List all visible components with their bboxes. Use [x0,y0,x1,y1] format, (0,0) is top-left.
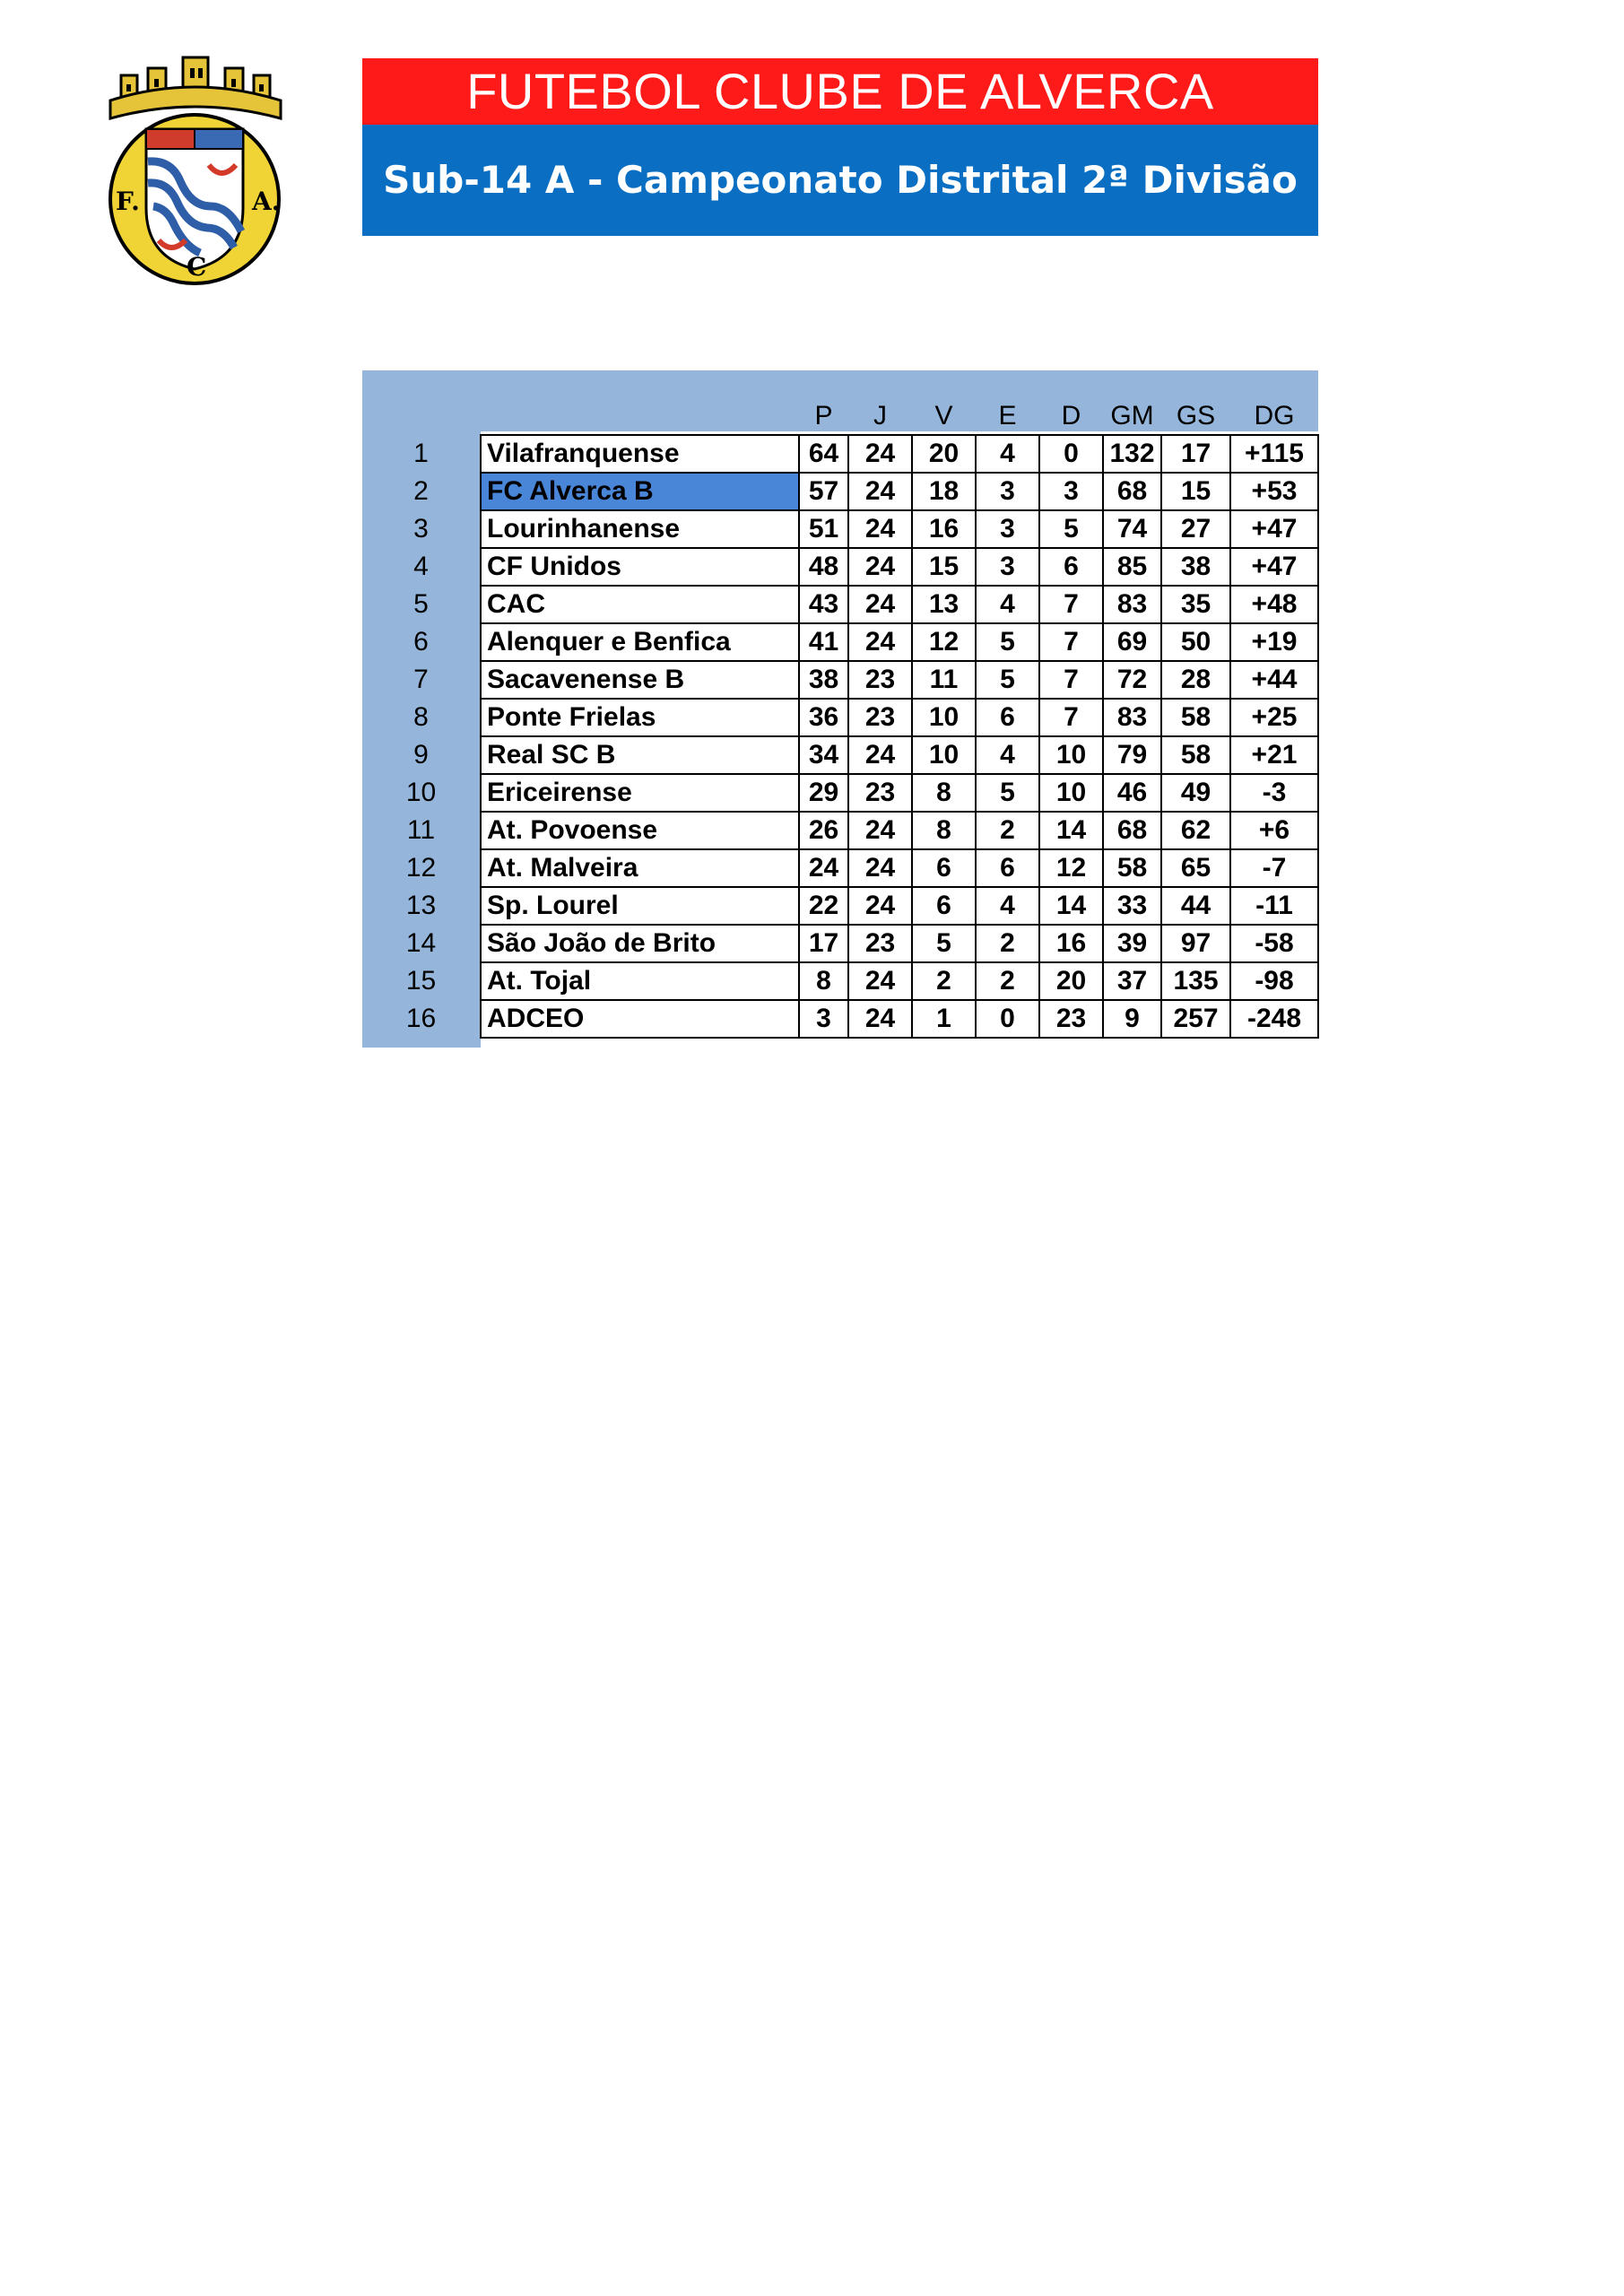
team-name-cell: At. Povoense [481,812,799,849]
goals-for-cell: 39 [1103,925,1161,962]
goals-for-cell: 85 [1103,548,1161,586]
played-cell: 24 [848,510,912,548]
rank-cell: 8 [413,702,429,732]
points-cell: 43 [799,586,848,623]
draws-cell: 4 [976,435,1039,473]
losses-cell: 10 [1039,774,1103,812]
goals-against-cell: 58 [1161,699,1230,736]
goals-for-cell: 68 [1103,812,1161,849]
team-name-cell: CAC [481,586,799,623]
team-name-cell: Ericeirense [481,774,799,812]
wins-cell: 13 [912,586,976,623]
played-cell: 23 [848,774,912,812]
losses-cell: 14 [1039,887,1103,925]
losses-cell: 5 [1039,510,1103,548]
team-name-cell: FC Alverca B [481,473,799,510]
points-cell: 51 [799,510,848,548]
team-name-cell: Ponte Frielas [481,699,799,736]
wins-cell: 12 [912,623,976,661]
goal-difference-cell: +47 [1230,510,1318,548]
wins-cell: 10 [912,736,976,774]
table-row [362,736,1318,774]
goal-difference-cell: -3 [1230,774,1318,812]
goals-for-cell: 69 [1103,623,1161,661]
column-header-goals-against: GS [1176,401,1216,430]
goals-for-cell: 79 [1103,736,1161,774]
wins-cell: 16 [912,510,976,548]
goals-against-cell: 28 [1161,661,1230,699]
goals-for-cell: 37 [1103,962,1161,1000]
team-name-cell: São João de Brito [481,925,799,962]
team-name-cell: ADCEO [481,1000,799,1038]
team-name-cell: Lourinhanense [481,510,799,548]
team-name-cell: Sacavenense B [481,661,799,699]
rank-cell: 12 [405,853,437,883]
team-name-cell: Sp. Lourel [481,887,799,925]
goals-against-cell: 62 [1161,812,1230,849]
goals-against-cell: 38 [1161,548,1230,586]
column-header-goal-difference: DG [1254,401,1295,430]
losses-cell: 16 [1039,925,1103,962]
losses-cell: 7 [1039,699,1103,736]
table-row [362,435,1318,473]
played-cell: 24 [848,736,912,774]
played-cell: 24 [848,473,912,510]
rank-cell: 9 [413,740,429,770]
draws-cell: 5 [976,661,1039,699]
draws-cell: 6 [976,849,1039,887]
losses-cell: 0 [1039,435,1103,473]
points-cell: 22 [799,887,848,925]
goals-against-cell: 50 [1161,623,1230,661]
rank-cell: 5 [413,589,429,619]
table-row [362,473,1318,510]
team-name-cell: Alenquer e Benfica [481,623,799,661]
losses-cell: 3 [1039,473,1103,510]
goal-difference-cell: +53 [1230,473,1318,510]
rank-cell: 3 [413,514,429,544]
points-cell: 57 [799,473,848,510]
losses-cell: 20 [1039,962,1103,1000]
table-header-row [362,370,1318,435]
team-header [481,370,799,435]
draws-cell: 2 [976,962,1039,1000]
rank-cell: 7 [413,665,429,694]
column-header-losses: D [1061,401,1081,430]
table-row [362,510,1318,548]
wins-cell: 1 [912,1000,976,1038]
table-row [362,548,1318,586]
losses-cell: 12 [1039,849,1103,887]
rank-cell: 11 [406,815,436,845]
points-cell: 34 [799,736,848,774]
club-crest-icon [94,56,296,287]
draws-cell: 4 [976,736,1039,774]
points-cell: 3 [799,1000,848,1038]
goal-difference-cell: +44 [1230,661,1318,699]
wins-cell: 8 [912,774,976,812]
goal-difference-cell: -7 [1230,849,1318,887]
goal-difference-cell: -248 [1230,1000,1318,1038]
played-cell: 24 [848,962,912,1000]
played-cell: 24 [848,623,912,661]
draws-cell: 0 [976,1000,1039,1038]
table-row [362,925,1318,962]
played-cell: 24 [848,887,912,925]
goal-difference-cell: +6 [1230,812,1318,849]
points-cell: 17 [799,925,848,962]
wins-cell: 18 [912,473,976,510]
goals-for-cell: 83 [1103,699,1161,736]
draws-cell: 4 [976,586,1039,623]
goals-for-cell: 33 [1103,887,1161,925]
points-cell: 64 [799,435,848,473]
wins-cell: 2 [912,962,976,1000]
wins-cell: 11 [912,661,976,699]
table-row [362,962,1318,1000]
column-header-wins: V [934,401,953,430]
played-cell: 23 [848,925,912,962]
points-cell: 48 [799,548,848,586]
points-cell: 36 [799,699,848,736]
draws-cell: 3 [976,510,1039,548]
rank-cell: 6 [413,627,429,657]
losses-cell: 10 [1039,736,1103,774]
goal-difference-cell: -98 [1230,962,1318,1000]
played-cell: 23 [848,699,912,736]
team-name-cell: At. Malveira [481,849,799,887]
goals-against-cell: 49 [1161,774,1230,812]
column-header-played: J [873,401,887,430]
crest-letter-a: A. [252,187,281,216]
goals-against-cell: 44 [1161,887,1230,925]
crest-letter-c: C [187,252,207,282]
competition-subtitle-banner: Sub-14 A - Campeonato Distrital 2ª Divisão [362,125,1318,236]
draws-cell: 2 [976,812,1039,849]
table-row [362,699,1318,736]
points-cell: 38 [799,661,848,699]
draws-cell: 5 [976,774,1039,812]
goals-for-cell: 9 [1103,1000,1161,1038]
table-row [362,586,1318,623]
crest-letter-f: F. [116,187,140,216]
goal-difference-cell: +115 [1230,435,1318,473]
table-row [362,623,1318,661]
rank-header [362,370,481,435]
draws-cell: 2 [976,925,1039,962]
played-cell: 24 [848,849,912,887]
goals-against-cell: 97 [1161,925,1230,962]
goals-against-cell: 17 [1161,435,1230,473]
standings-grid [362,370,1319,1039]
played-cell: 24 [848,1000,912,1038]
column-header-draws: E [998,401,1017,430]
goal-difference-cell: +19 [1230,623,1318,661]
played-cell: 24 [848,435,912,473]
played-cell: 24 [848,548,912,586]
draws-cell: 3 [976,548,1039,586]
points-cell: 41 [799,623,848,661]
goals-against-cell: 65 [1161,849,1230,887]
wins-cell: 20 [912,435,976,473]
goals-against-cell: 257 [1161,1000,1230,1038]
draws-cell: 4 [976,887,1039,925]
played-cell: 24 [848,586,912,623]
table-row [362,887,1318,925]
rank-cell: 4 [413,552,429,581]
table-row [362,849,1318,887]
goals-for-cell: 83 [1103,586,1161,623]
draws-cell: 3 [976,473,1039,510]
team-name-cell: Real SC B [481,736,799,774]
played-cell: 24 [848,812,912,849]
points-cell: 29 [799,774,848,812]
losses-cell: 6 [1039,548,1103,586]
goals-for-cell: 74 [1103,510,1161,548]
team-name-cell: CF Unidos [481,548,799,586]
goals-for-cell: 72 [1103,661,1161,699]
rank-cell: 13 [405,891,437,920]
losses-cell: 7 [1039,586,1103,623]
rank-cell: 14 [405,928,437,958]
wins-cell: 6 [912,887,976,925]
points-cell: 26 [799,812,848,849]
played-cell: 23 [848,661,912,699]
goals-against-cell: 58 [1161,736,1230,774]
standings-body [362,435,1318,1038]
team-name-cell: At. Tojal [481,962,799,1000]
goals-for-cell: 46 [1103,774,1161,812]
column-header-goals-for: GM [1110,401,1154,430]
wins-cell: 5 [912,925,976,962]
table-row [362,1000,1318,1038]
losses-cell: 23 [1039,1000,1103,1038]
club-title-banner: FUTEBOL CLUBE DE ALVERCA [362,58,1318,125]
goal-difference-cell: +21 [1230,736,1318,774]
goals-for-cell: 68 [1103,473,1161,510]
table-row [362,774,1318,812]
goal-difference-cell: +47 [1230,548,1318,586]
goals-for-cell: 58 [1103,849,1161,887]
rank-cell: 10 [405,778,437,807]
goals-against-cell: 135 [1161,962,1230,1000]
table-row [362,812,1318,849]
goals-against-cell: 35 [1161,586,1230,623]
column-header-points: P [814,401,833,430]
wins-cell: 10 [912,699,976,736]
goals-against-cell: 27 [1161,510,1230,548]
rank-cell: 16 [405,1004,437,1033]
draws-cell: 5 [976,623,1039,661]
wins-cell: 8 [912,812,976,849]
rank-cell: 15 [405,966,437,996]
goals-against-cell: 15 [1161,473,1230,510]
team-name-cell: Vilafranquense [481,435,799,473]
losses-cell: 14 [1039,812,1103,849]
wins-cell: 15 [912,548,976,586]
losses-cell: 7 [1039,661,1103,699]
wins-cell: 6 [912,849,976,887]
rank-cell: 1 [413,439,429,468]
draws-cell: 6 [976,699,1039,736]
goal-difference-cell: -58 [1230,925,1318,962]
goal-difference-cell: +25 [1230,699,1318,736]
goals-for-cell: 132 [1103,435,1161,473]
rank-cell: 2 [413,476,429,506]
points-cell: 24 [799,849,848,887]
standings-table [362,370,1318,1048]
points-cell: 8 [799,962,848,1000]
goal-difference-cell: -11 [1230,887,1318,925]
goal-difference-cell: +48 [1230,586,1318,623]
table-row [362,661,1318,699]
losses-cell: 7 [1039,623,1103,661]
